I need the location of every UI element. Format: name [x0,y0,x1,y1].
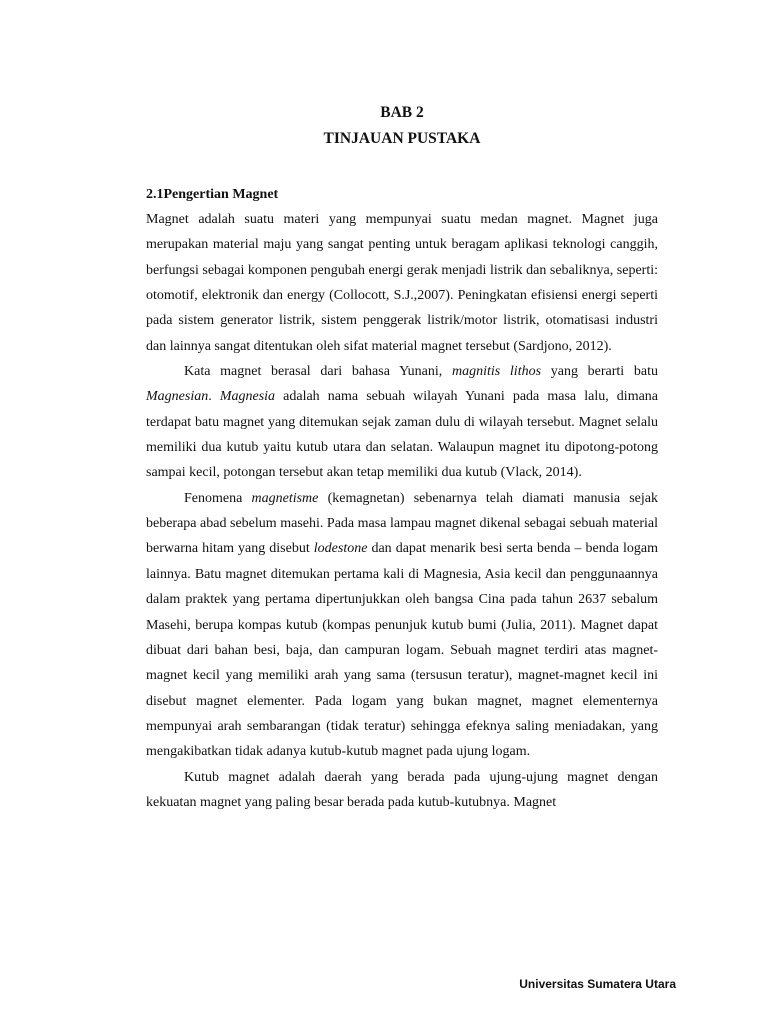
text-run: (kemagnetan) sebenarnya telah diamati manusia sejak beberapa abad sebelum masehi. Pada masa lampau magnet dikenal sebagai sebuah material berwarna hitam yang disebut [146,490,658,557]
italic-term: Magnesia [219,389,276,405]
italic-term: magnetisme [251,490,319,506]
paragraph-3 [146,486,658,765]
text-run: yang berarti batu [541,364,658,380]
document-page [146,100,658,815]
footer-institution: Universitas Sumatera Utara [519,977,676,991]
text-run: Fenomena [184,490,252,506]
paragraph-4: Kutub magnet adalah daerah yang berada pada ujung-ujung magnet dengan kekuatan magnet yang paling besar berada pada kutub-kutubnya. Magnet [146,769,658,810]
chapter-number: BAB 2 [380,104,424,121]
paragraph-2 [146,359,658,486]
section-heading: 2.1Pengertian Magnet [146,187,279,202]
chapter-title: TINJAUAN PUSTAKA [323,130,481,147]
text-run: Kata magnet berasal dari bahasa Yunani, [184,364,452,380]
text-run: adalah nama sebuah wilayah Yunani pada masa lalu, dimana terdapat batu magnet yang ditemukan sejak zaman dulu di wilayah tersebut. Magnet selalu memiliki dua kutub yaitu kutub utara dan selatan. Walaupun magnet itu dipotong-potong sampai kecil, potongan tersebut akan tetap memiliki dua kutub (Vlack, 2014). [146,389,659,481]
paragraph-1: Magnet adalah suatu materi yang mempunyai suatu medan magnet. Magnet juga merupakan material maju yang sangat penting untuk beragam aplikasi teknologi canggih, berfungsi sebagai komponen pengubah energi gerak menjadi listrik dan sebaliknya, seperti: otomotif, elektronik dan energy (Collocott, S.J.,2007). Peningkatan efisiensi energi seperti pada sistem generator listrik, sistem penggerak listrik/motor listrik, otomatisasi industri dan lainnya sangat ditentukan oleh sifat material magnet tersebut (Sardjono, 2012). [146,212,658,354]
italic-term: lodestone [313,541,368,557]
text-run: dan dapat menarik besi serta benda – benda logam lainnya. Batu magnet ditemukan pertama kali di Magnesia, Asia kecil dan penggunaannya dalam praktek yang pertama dipertunjukkan oleh bangsa Cina pada tahun 2637 sebalum Masehi, berupa kompas kutub (kompas penunjuk kutub bumi (Julia, 2011). Magnet dapat dibuat dari bahan besi, baja, dan campuran logam. Sebuah magnet terdiri atas magnet-magnet kecil yang memiliki arah yang sama (tersusun teratur), magnet-magnet kecil ini disebut magnet elementer. Pada logam yang bukan magnet, magnet elementernya mempunyai arah sembarangan (tidak teratur) sehingga efeknya saling meniadakan, yang mengakibatkan tidak adanya kutub-kutub magnet pada ujung logam. [146,541,658,760]
italic-term: Magnesian [146,389,209,405]
italic-term: magnitis lithos [451,364,542,380]
text-run: . [208,389,220,405]
